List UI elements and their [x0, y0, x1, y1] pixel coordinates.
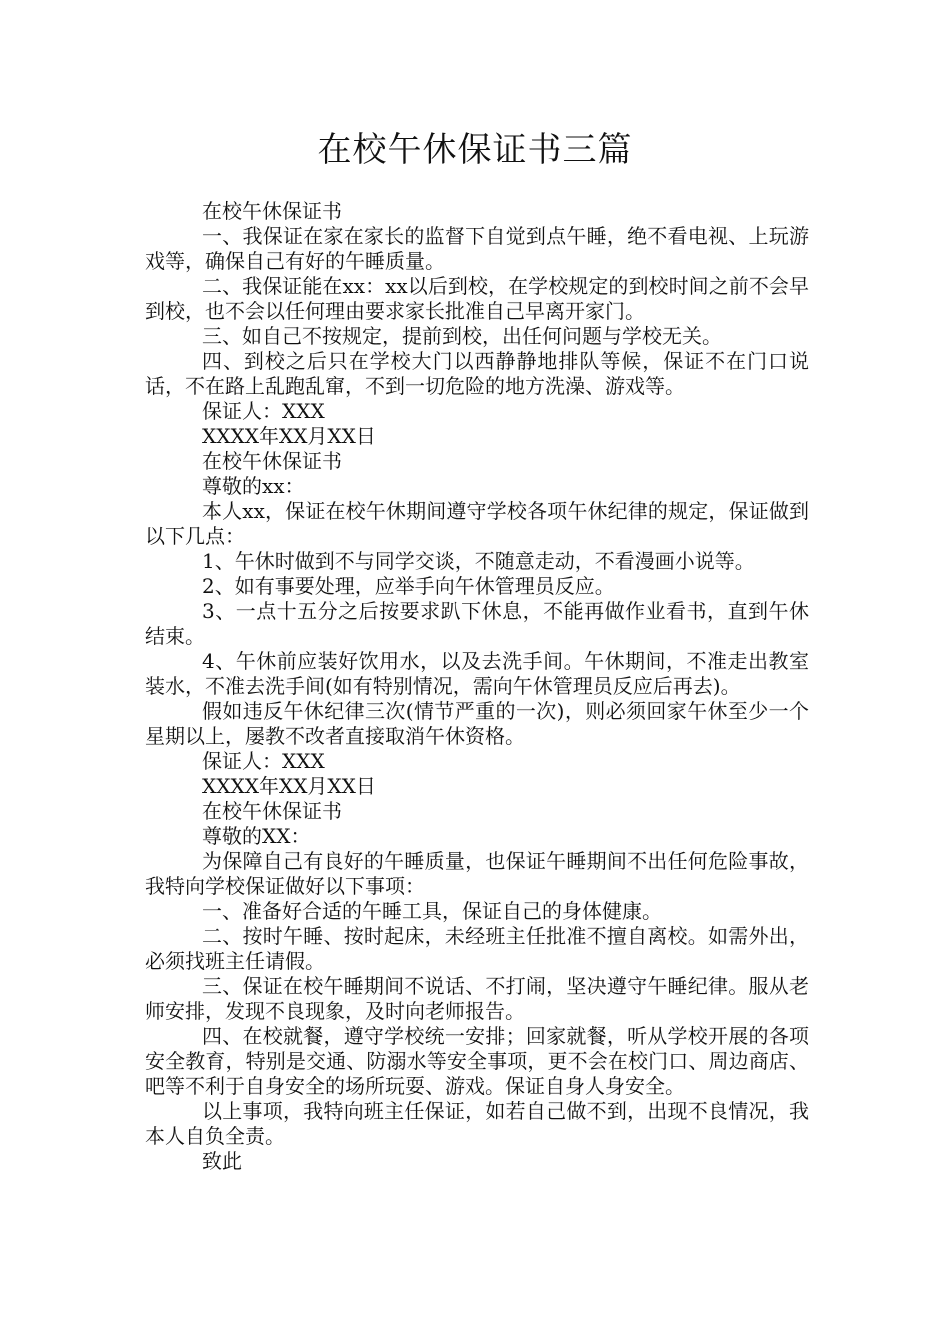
- document-body: [145, 199, 809, 1174]
- paragraph: 假如违反午休纪律三次(情节严重的一次)，则必须回家午休至少一个星期以上，屡教不改者直接取消午休资格。: [145, 699, 809, 748]
- paragraph: 二、按时午睡、按时起床，未经班主任批准不擅自离校。如需外出，必须找班主任请假。: [145, 924, 809, 973]
- date-line: XXXX年XX月XX日: [202, 774, 376, 798]
- salutation: 尊敬的xx：: [202, 474, 305, 498]
- closing-line: 致此: [202, 1149, 242, 1173]
- salutation: 尊敬的XX：: [202, 824, 311, 848]
- guarantor-line: 保证人：XXX: [202, 399, 325, 423]
- paragraph-heading-2: 在校午休保证书: [202, 449, 342, 473]
- paragraph: 本人xx，保证在校午休期间遵守学校各项午休纪律的规定，保证做到以下几点：: [145, 499, 809, 548]
- paragraph: 三、保证在校午睡期间不说话、不打闹，坚决遵守午睡纪律。服从老师安排，发现不良现象，及时向老师报告。: [145, 974, 809, 1023]
- paragraph: 一、我保证在家在家长的监督下自觉到点午睡，绝不看电视、上玩游戏等，确保自己有好的午睡质量。: [145, 224, 809, 273]
- paragraph: 4、午休前应装好饮用水，以及去洗手间。午休期间，不准走出教室装水，不准去洗手间(如有特别情况，需向午休管理员反应后再去)。: [145, 649, 809, 698]
- date-line: XXXX年XX月XX日: [202, 424, 376, 448]
- paragraph: 为保障自己有良好的午睡质量，也保证午睡期间不出任何危险事故，我特向学校保证做好以下事项：: [145, 849, 809, 898]
- paragraph: 四、在校就餐，遵守学校统一安排；回家就餐，听从学校开展的各项安全教育，特别是交通、防溺水等安全事项，更不会在校门口、周边商店、吧等不利于自身安全的场所玩耍、游戏。保证自身人身安全。: [145, 1024, 809, 1098]
- paragraph: 3、一点十五分之后按要求趴下休息，不能再做作业看书，直到午休结束。: [145, 599, 809, 648]
- guarantor-line: 保证人：XXX: [202, 749, 325, 773]
- paragraph: 2、如有事要处理，应举手向午休管理员反应。: [202, 574, 615, 598]
- paragraph: 四、到校之后只在学校大门以西静静地排队等候，保证不在门口说话，不在路上乱跑乱窜，不到一切危险的地方洗澡、游戏等。: [145, 349, 809, 398]
- paragraph: 一、准备好合适的午睡工具，保证自己的身体健康。: [202, 899, 662, 923]
- paragraph-heading-3: 在校午休保证书: [202, 799, 342, 823]
- paragraph: 以上事项，我特向班主任保证，如若自己做不到，出现不良情况，我本人自负全责。: [145, 1099, 809, 1148]
- document-title: 在校午休保证书三篇: [317, 130, 633, 170]
- paragraph: 1、午休时做到不与同学交谈，不随意走动，不看漫画小说等。: [202, 549, 755, 573]
- paragraph: 二、我保证能在xx：xx以后到校，在学校规定的到校时间之前不会早到校，也不会以任何理由要求家长批准自己早离开家门。: [145, 274, 809, 323]
- paragraph-heading-1: 在校午休保证书: [202, 199, 342, 223]
- paragraph: 三、如自己不按规定，提前到校，出任何问题与学校无关。: [202, 324, 722, 348]
